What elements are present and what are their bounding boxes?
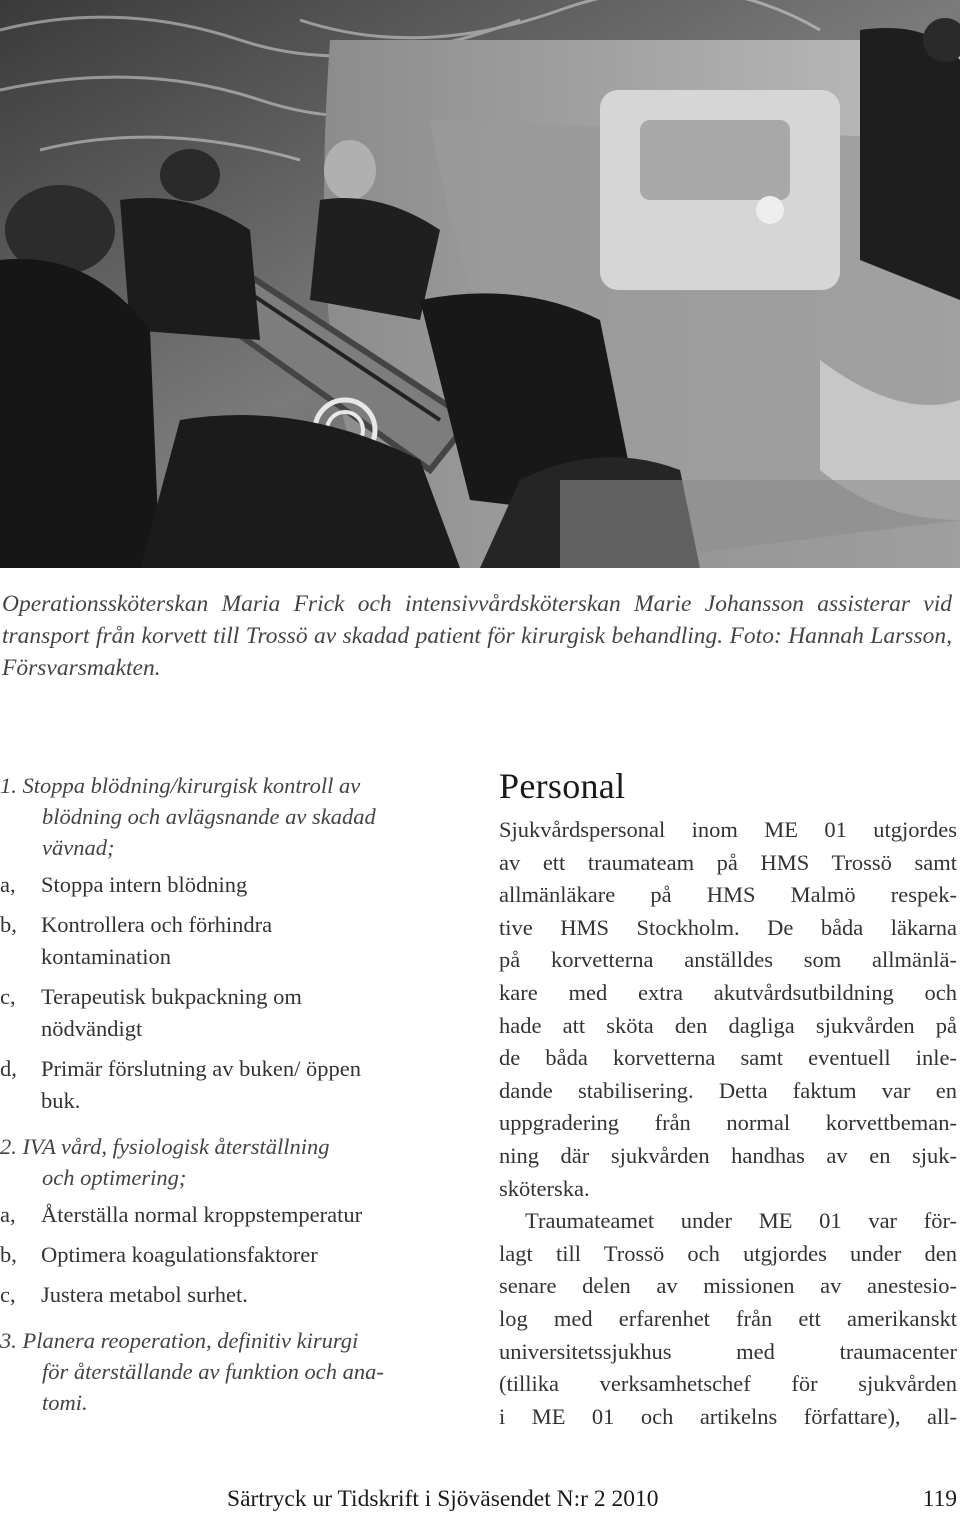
paragraph-line: i ME 01 och artikelns författare), all- [499, 1403, 957, 1429]
list-item-2-line: och optimering; [42, 1165, 187, 1190]
list-item-1-line: blödning och avlägsnande av skadad [42, 804, 376, 829]
sub-item-label: c, [0, 1282, 16, 1307]
sub-item [0, 1053, 465, 1117]
paragraph-line: Traumateamet under ME 01 var för- [525, 1208, 957, 1234]
paragraph-line: hade att sköta den dagliga sjukvården på [499, 1012, 957, 1038]
list-item-3 [0, 1325, 465, 1418]
paragraph-line: (tillika verksamhetschef för sjukvården [499, 1371, 957, 1397]
sub-item [0, 1199, 465, 1231]
sub-item-label: a, [0, 1202, 16, 1227]
sub-item-label: d, [0, 1056, 17, 1081]
left-column [0, 770, 465, 1424]
paragraph-line: på korvetterna anställdes som allmänlä- [499, 947, 957, 973]
sub-item-text: Kontrollera och förhindra kontamination [41, 912, 273, 969]
photo-caption: Operationssköterskan Maria Frick och intensivvårdsköterskan Marie Johansson assisterar vid transport från korvett till Trossö av skadad patient för kirurgisk behandling. Foto: Hannah Larsson, Försvarsmakten. [2, 591, 952, 681]
paragraph-2 [499, 1205, 957, 1433]
paragraph-line: dande stabilisering. Detta faktum var en [499, 1077, 957, 1103]
sub-item-label: b, [0, 1242, 17, 1267]
list-item-3-line: 3. Planera reoperation, definitiv kirurgi [0, 1328, 359, 1353]
sub-item-text: Optimera koagulationsfaktorer [41, 1242, 318, 1267]
paragraph-line: log med erfarenhet från ett amerikanskt [499, 1305, 957, 1331]
paragraph-line: kare med extra akutvårdsutbildning och [499, 979, 957, 1005]
sub-item [0, 869, 465, 901]
sub-item-text: Återställa normal kroppstemperatur [41, 1202, 363, 1227]
list-item-1-line: vävnad; [42, 835, 115, 860]
list-item-2-line: 2. IVA vård, fysiologisk återställning [0, 1134, 330, 1159]
sub-item [0, 981, 465, 1045]
paragraph-line: lagt till Trossö och utgjordes under den [499, 1240, 957, 1266]
paragraph-line: sköterska. [499, 1175, 590, 1201]
paragraph-line: uppgradering från normal korvettbeman- [499, 1110, 957, 1136]
list-item-1 [0, 770, 465, 863]
sub-item-text: Justera metabol surhet. [41, 1282, 248, 1307]
sub-item [0, 1239, 465, 1271]
paragraph-1 [499, 814, 957, 1205]
right-column [499, 764, 957, 1433]
sub-item [0, 909, 465, 973]
sub-item-text: Primär förslutning av buken/ öppen buk. [41, 1056, 361, 1113]
paragraph-line: de båda korvetterna samt eventuell inle- [499, 1045, 957, 1071]
page-number: 119 [922, 1486, 957, 1512]
list-item-2 [0, 1131, 465, 1193]
paragraph-line: senare delen av missionen av anestesio- [499, 1273, 957, 1299]
list-item-3-line: för återställande av funktion och ana- [42, 1359, 384, 1384]
list-item-3-line: tomi. [42, 1390, 88, 1415]
section-title: Personal [499, 766, 626, 806]
sub-item-text: Stoppa intern blödning [41, 872, 248, 897]
paragraph-line: ning där sjukvården handhas av en sjuk- [499, 1142, 957, 1168]
sub-item-label: a, [0, 872, 16, 897]
paragraph-line: allmänläkare på HMS Malmö respek- [499, 882, 957, 908]
photo-icon [0, 0, 960, 568]
list-item-1-line: 1. Stoppa blödning/kirurgisk kontroll av [0, 773, 361, 798]
paragraph-line: tive HMS Stockholm. De båda läkarna [499, 914, 957, 940]
sub-item-text: Terapeutisk bukpackning om nödvändigt [41, 984, 302, 1041]
photo [0, 0, 960, 568]
sub-item-label: b, [0, 912, 17, 937]
footer-journal: Särtryck ur Tidskrift i Sjöväsendet N:r 2 2010 [227, 1486, 659, 1512]
paragraph-line: Sjukvårdspersonal inom ME 01 utgjordes [499, 817, 957, 842]
paragraph-line: universitetssjukhus med traumacenter [499, 1338, 957, 1364]
sub-item [0, 1279, 465, 1311]
paragraph-line: av ett traumateam på HMS Trossö samt [499, 849, 957, 875]
sub-item-label: c, [0, 984, 16, 1009]
